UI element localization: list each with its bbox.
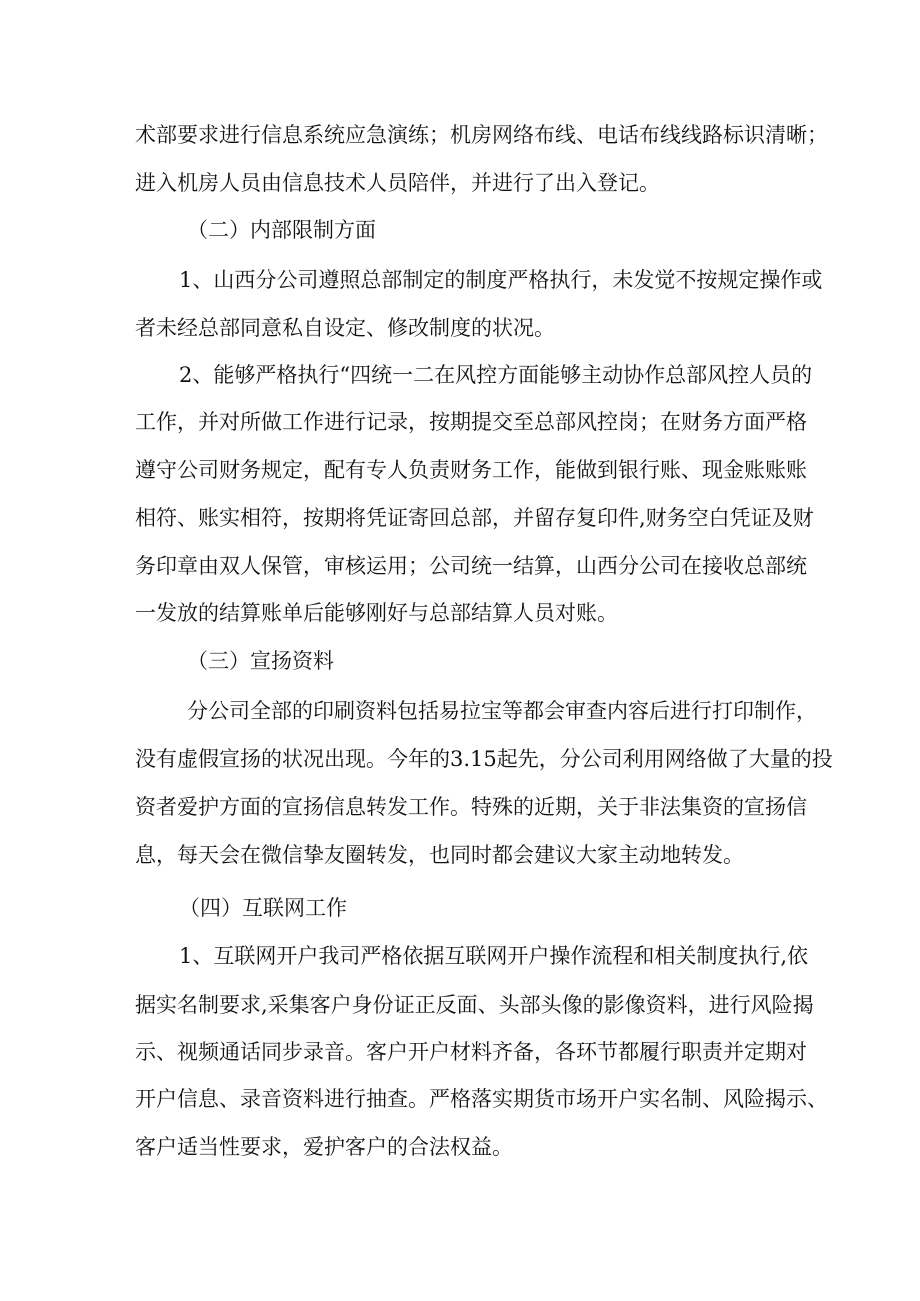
text-line: 示、视频通话同步录音。客户开户材料齐备，各环节都履行职责并定期对	[135, 1040, 807, 1064]
text-line: 遵守公司财务规定，配有专人负责财务工作，能做到银行账、现金账账账	[135, 458, 807, 482]
text-line: 1、山西分公司遵照总部制定的制度严格执行，未发觉不按规定操作或	[179, 268, 823, 292]
text-line: 进入机房人员由信息技术人员陪伴，并进行了出入登记。	[135, 171, 660, 195]
text-line: 据实名制要求,采集客户身份证正反面、头部头像的影像资料，进行风险揭	[135, 993, 814, 1017]
text-line: 2、能够严格执行“四统一二在风控方面能够主动协作总部风控人员的	[179, 363, 813, 387]
text-line: 务印章由双人保管，审核运用；公司统一结算，山西分公司在接收总部统	[135, 554, 807, 578]
section-heading: （三）宣扬资料	[187, 649, 334, 673]
section-heading: （四）互联网工作	[179, 896, 347, 920]
text-line: 相符、账实相符，按期将凭证寄回总部，并留存复印件,财务空白凭证及财	[135, 506, 814, 530]
text-line: 分公司全部的印刷资料包括易拉宝等都会审查内容后进行打印制作，	[187, 699, 817, 723]
section-heading: （二）内部限制方面	[187, 218, 376, 242]
text-line: 工作，并对所做工作进行记录，按期提交至总部风控岗；在财务方面严格	[135, 410, 807, 434]
text-line: 资者爱护方面的宣扬信息转发工作。特殊的近期，关于非法集资的宣扬信	[135, 795, 807, 819]
text-line: 开户信息、录音资料进行抽查。严格落实期货市场开户实名制、风险揭示、	[135, 1087, 828, 1111]
text-line: 没有虚假宣扬的状况出现。今年的3.15起先，分公司利用网络做了大量的投	[135, 747, 833, 771]
text-line: 术部要求进行信息系统应急演练；机房网络布线、电话布线线路标识清晰；	[135, 123, 828, 147]
text-line: 一发放的结算账单后能够刚好与总部结算人员对账。	[135, 601, 618, 625]
text-line: 客户适当性要求，爱护客户的合法权益。	[135, 1135, 513, 1159]
text-line: 息，每天会在微信挚友圈转发，也同时都会建议大家主动地转发。	[135, 843, 744, 867]
text-line: 者未经总部同意私自设定、修改制度的状况。	[135, 316, 555, 340]
text-line: 1、互联网开户我司严格依据互联网开户操作流程和相关制度执行,依	[179, 944, 809, 968]
